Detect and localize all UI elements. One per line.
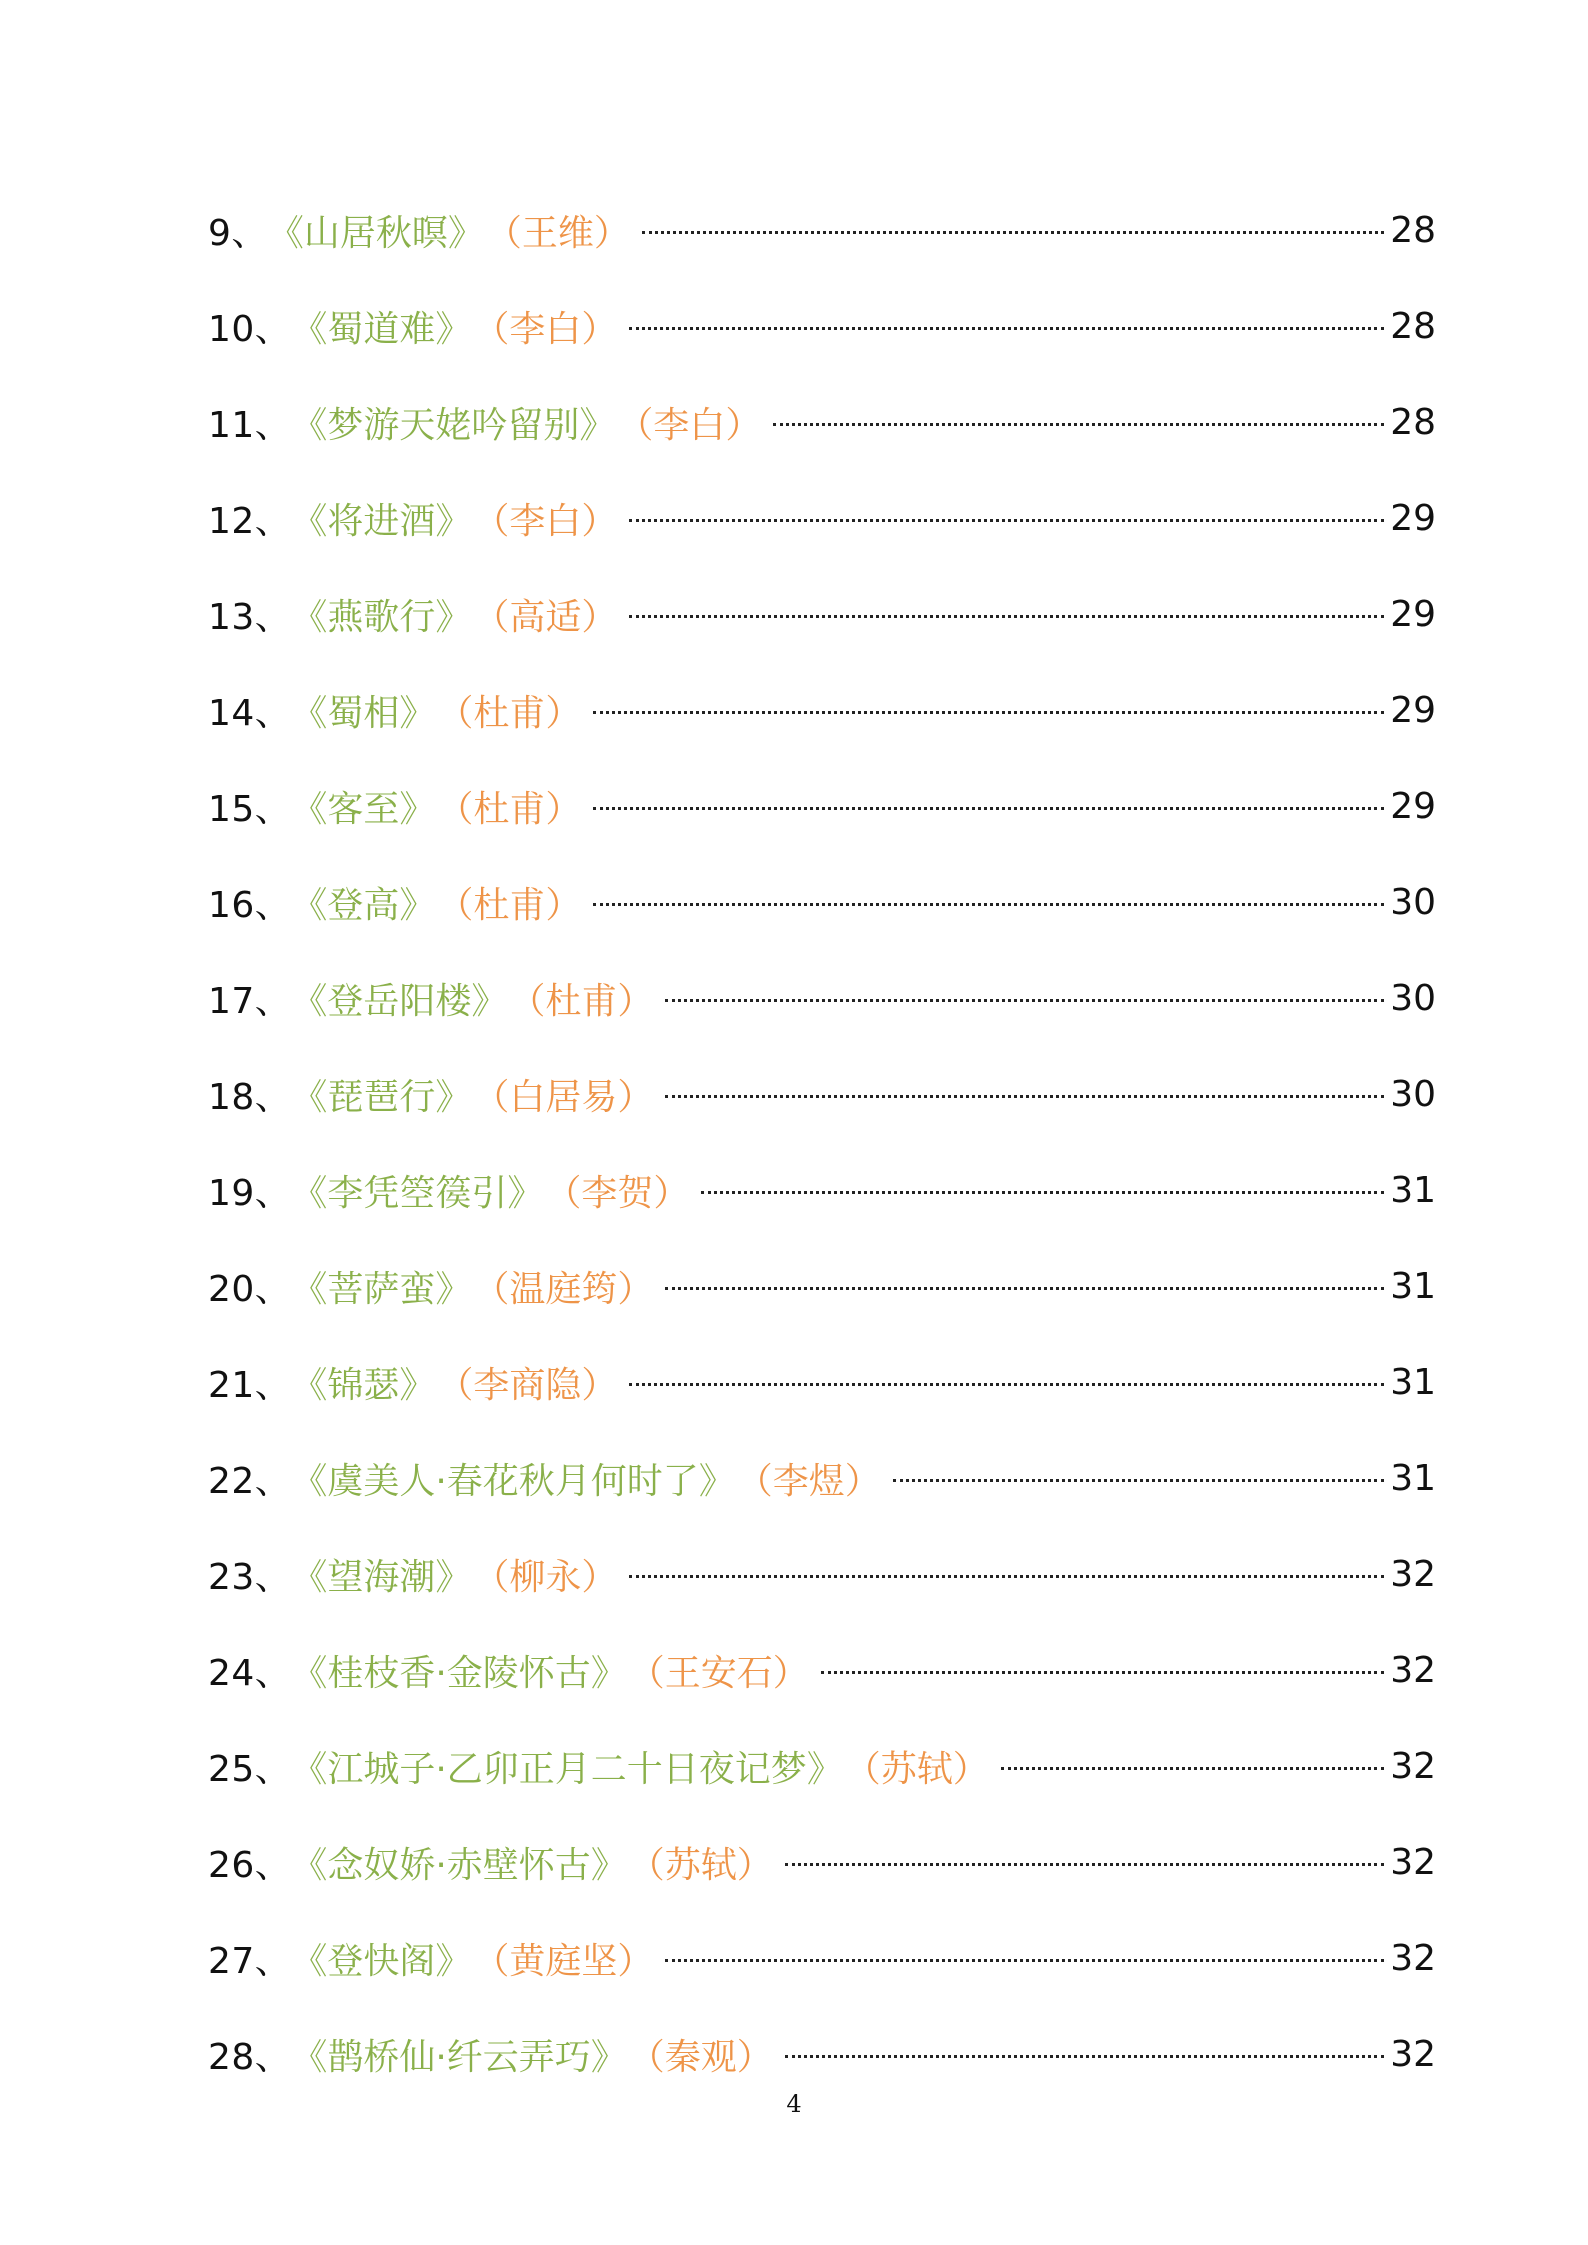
dot-leader (593, 807, 1384, 810)
toc-entry-page: 31 (1390, 1361, 1436, 1403)
toc-entry-title: 《梦游天姥吟留别》 (291, 404, 616, 446)
toc-entry-title: 《蜀相》 (291, 692, 436, 734)
toc-entry-page: 28 (1390, 209, 1436, 251)
toc-entry-page: 32 (1390, 2033, 1436, 2075)
toc-entry[interactable] (208, 374, 1436, 470)
toc-entry[interactable] (208, 1142, 1436, 1238)
toc-entry[interactable] (208, 1622, 1436, 1718)
toc-entry-author: （李商隐） (437, 1364, 618, 1406)
toc-entry[interactable] (208, 662, 1436, 758)
toc-entry-title: 《锦瑟》 (291, 1364, 436, 1406)
toc-entry-number: 26、 (208, 1844, 292, 1886)
toc-entry-author: （李白） (473, 308, 618, 350)
toc-entry-number: 9、 (208, 212, 268, 254)
toc-entry[interactable] (208, 2006, 1436, 2102)
dot-leader (642, 231, 1384, 234)
toc-entry[interactable] (208, 182, 1436, 278)
toc-entry-page: 29 (1390, 785, 1436, 827)
toc-entry[interactable] (208, 1046, 1436, 1142)
dot-leader (593, 903, 1384, 906)
toc-entry-title: 《琵琶行》 (291, 1076, 472, 1118)
toc-entry-page: 31 (1390, 1169, 1436, 1211)
toc-entry-page: 31 (1390, 1265, 1436, 1307)
toc-entry-author: （杜甫） (437, 884, 582, 926)
toc-entry-title: 《将进酒》 (291, 500, 472, 542)
dot-leader (1001, 1767, 1384, 1770)
toc-entry-title: 《蜀道难》 (291, 308, 472, 350)
toc-entry-author: （杜甫） (437, 692, 582, 734)
toc-entry-title: 《菩萨蛮》 (291, 1268, 472, 1310)
toc-entry-number: 22、 (208, 1460, 292, 1502)
toc-entry-author: （温庭筠） (473, 1268, 654, 1310)
toc-entry[interactable] (208, 1814, 1436, 1910)
toc-entry-page: 32 (1390, 1937, 1436, 1979)
toc-entry-title: 《念奴娇·赤壁怀古》 (291, 1844, 627, 1886)
toc-entry-author: （杜甫） (437, 788, 582, 830)
toc-entry-author: （柳永） (473, 1556, 618, 1598)
dot-leader (629, 615, 1384, 618)
toc-entry-author: （李白） (617, 404, 762, 446)
toc-entry[interactable] (208, 854, 1436, 950)
dot-leader (629, 1383, 1384, 1386)
toc-entry-author: （黄庭坚） (473, 1940, 654, 1982)
toc-entry-title: 《虞美人·春花秋月何时了》 (291, 1460, 735, 1502)
dot-leader (593, 711, 1384, 714)
toc-entry-page: 32 (1390, 1553, 1436, 1595)
toc-entry-page: 28 (1390, 305, 1436, 347)
toc-entry-number: 16、 (208, 884, 292, 926)
toc-entry-page: 31 (1390, 1457, 1436, 1499)
toc-entry[interactable] (208, 470, 1436, 566)
toc-entry-author: （苏轼） (628, 1844, 773, 1886)
toc-entry-page: 32 (1390, 1745, 1436, 1787)
toc-entry-author: （王维） (485, 212, 630, 254)
toc-entry-title: 《燕歌行》 (291, 596, 472, 638)
toc-entry-page: 30 (1390, 881, 1436, 923)
dot-leader (785, 1863, 1384, 1866)
dot-leader (701, 1191, 1384, 1194)
toc-entry-title: 《江城子·乙卯正月二十日夜记梦》 (291, 1748, 843, 1790)
toc-entry-number: 14、 (208, 692, 292, 734)
toc-entry-title: 《登快阁》 (291, 1940, 472, 1982)
dot-leader (665, 999, 1384, 1002)
toc-entry-page: 29 (1390, 497, 1436, 539)
toc-entry-number: 20、 (208, 1268, 292, 1310)
toc-entry-title: 《桂枝香·金陵怀古》 (291, 1652, 627, 1694)
toc-entry-title: 《李凭箜篌引》 (291, 1172, 544, 1214)
toc-entry[interactable] (208, 950, 1436, 1046)
toc-entry[interactable] (208, 566, 1436, 662)
toc-entry-title: 《客至》 (291, 788, 436, 830)
toc-entry-page: 32 (1390, 1649, 1436, 1691)
toc-entry-page: 29 (1390, 689, 1436, 731)
dot-leader (629, 1575, 1384, 1578)
toc-entry[interactable] (208, 1430, 1436, 1526)
toc-entry-title: 《登岳阳楼》 (291, 980, 508, 1022)
dot-leader (785, 2055, 1384, 2058)
toc-entry-author: （杜甫） (509, 980, 654, 1022)
toc-entry-author: （王安石） (628, 1652, 809, 1694)
toc-entry-page: 29 (1390, 593, 1436, 635)
dot-leader (665, 1287, 1384, 1290)
toc-entry[interactable] (208, 278, 1436, 374)
toc-entry-number: 27、 (208, 1940, 292, 1982)
toc-entry[interactable] (208, 1910, 1436, 2006)
toc-entry-number: 28、 (208, 2036, 292, 2078)
toc-entry-author: （苏轼） (844, 1748, 989, 1790)
dot-leader (665, 1095, 1384, 1098)
toc-entry-author: （李贺） (545, 1172, 690, 1214)
toc-entry-page: 28 (1390, 401, 1436, 443)
toc-entry[interactable] (208, 1334, 1436, 1430)
toc-entry-author: （高适） (473, 596, 618, 638)
toc-entry-author: （秦观） (628, 2036, 773, 2078)
toc-entry[interactable] (208, 1238, 1436, 1334)
toc-entry-number: 17、 (208, 980, 292, 1022)
toc-entry-number: 24、 (208, 1652, 292, 1694)
toc-entry-title: 《望海潮》 (291, 1556, 472, 1598)
toc-entry-number: 19、 (208, 1172, 292, 1214)
dot-leader (773, 423, 1384, 426)
dot-leader (629, 519, 1384, 522)
dot-leader (821, 1671, 1384, 1674)
toc-entry[interactable] (208, 1718, 1436, 1814)
toc-entry-number: 21、 (208, 1364, 292, 1406)
toc-entry-title: 《鹊桥仙·纤云弄巧》 (291, 2036, 627, 2078)
toc-entry-page: 30 (1390, 1073, 1436, 1115)
page-number: 4 (786, 2090, 802, 2118)
table-of-contents (208, 182, 1436, 2102)
dot-leader (665, 1959, 1384, 1962)
toc-entry-number: 23、 (208, 1556, 292, 1598)
toc-entry-number: 15、 (208, 788, 292, 830)
toc-entry[interactable] (208, 1526, 1436, 1622)
toc-entry-number: 11、 (208, 404, 292, 446)
toc-entry-title: 《登高》 (291, 884, 436, 926)
toc-entry-page: 32 (1390, 1841, 1436, 1883)
toc-entry[interactable] (208, 758, 1436, 854)
toc-entry-author: （李煜） (736, 1460, 881, 1502)
toc-entry-title: 《山居秋暝》 (267, 212, 484, 254)
dot-leader (893, 1479, 1384, 1482)
toc-entry-author: （李白） (473, 500, 618, 542)
dot-leader (629, 327, 1384, 330)
toc-entry-number: 12、 (208, 500, 292, 542)
toc-entry-page: 30 (1390, 977, 1436, 1019)
toc-entry-number: 13、 (208, 596, 292, 638)
toc-entry-number: 18、 (208, 1076, 292, 1118)
toc-entry-number: 25、 (208, 1748, 292, 1790)
toc-entry-author: （白居易） (473, 1076, 654, 1118)
toc-entry-number: 10、 (208, 308, 292, 350)
